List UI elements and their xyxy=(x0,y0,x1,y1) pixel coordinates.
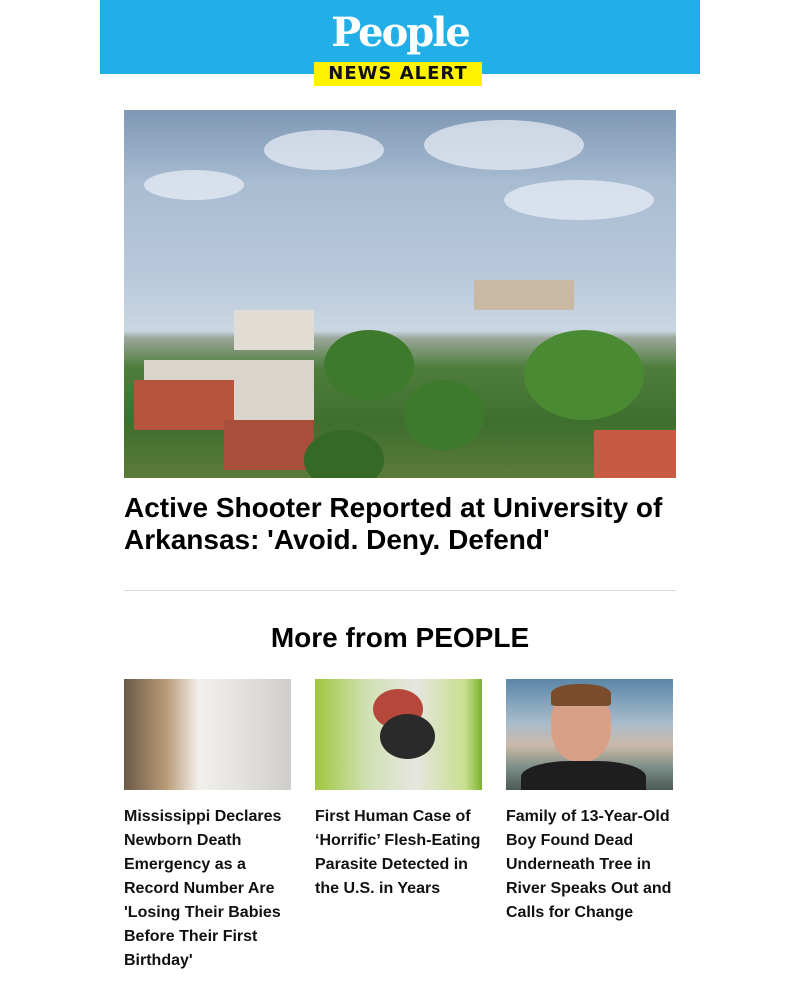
story-thumbnail[interactable] xyxy=(124,679,291,790)
story-title[interactable]: Family of 13-Year-Old Boy Found Dead Underneath Tree in River Speaks Out and Calls for Change xyxy=(506,808,672,921)
story-title[interactable]: Mississippi Declares Newborn Death Emergency as a Record Number Are 'Losing Their Babies Before Their First Birthday' xyxy=(124,808,282,969)
hero-image[interactable] xyxy=(124,110,676,478)
section-divider xyxy=(124,590,676,591)
story-thumbnail[interactable] xyxy=(315,679,482,790)
story-thumbnail[interactable] xyxy=(506,679,673,790)
more-section-title: More from PEOPLE xyxy=(270,622,530,653)
story-card[interactable] xyxy=(124,679,291,973)
hero-headline[interactable]: Active Shooter Reported at University of Arkansas: 'Avoid. Deny. Defend' xyxy=(124,492,663,555)
news-alert-badge: NEWS ALERT xyxy=(314,62,482,86)
story-card[interactable] xyxy=(315,679,482,901)
story-title[interactable]: First Human Case of ‘Horrific’ Flesh-Eating Parasite Detected in the U.S. in Years xyxy=(315,808,481,897)
story-card[interactable] xyxy=(506,679,673,925)
people-logo[interactable]: People xyxy=(331,9,469,56)
